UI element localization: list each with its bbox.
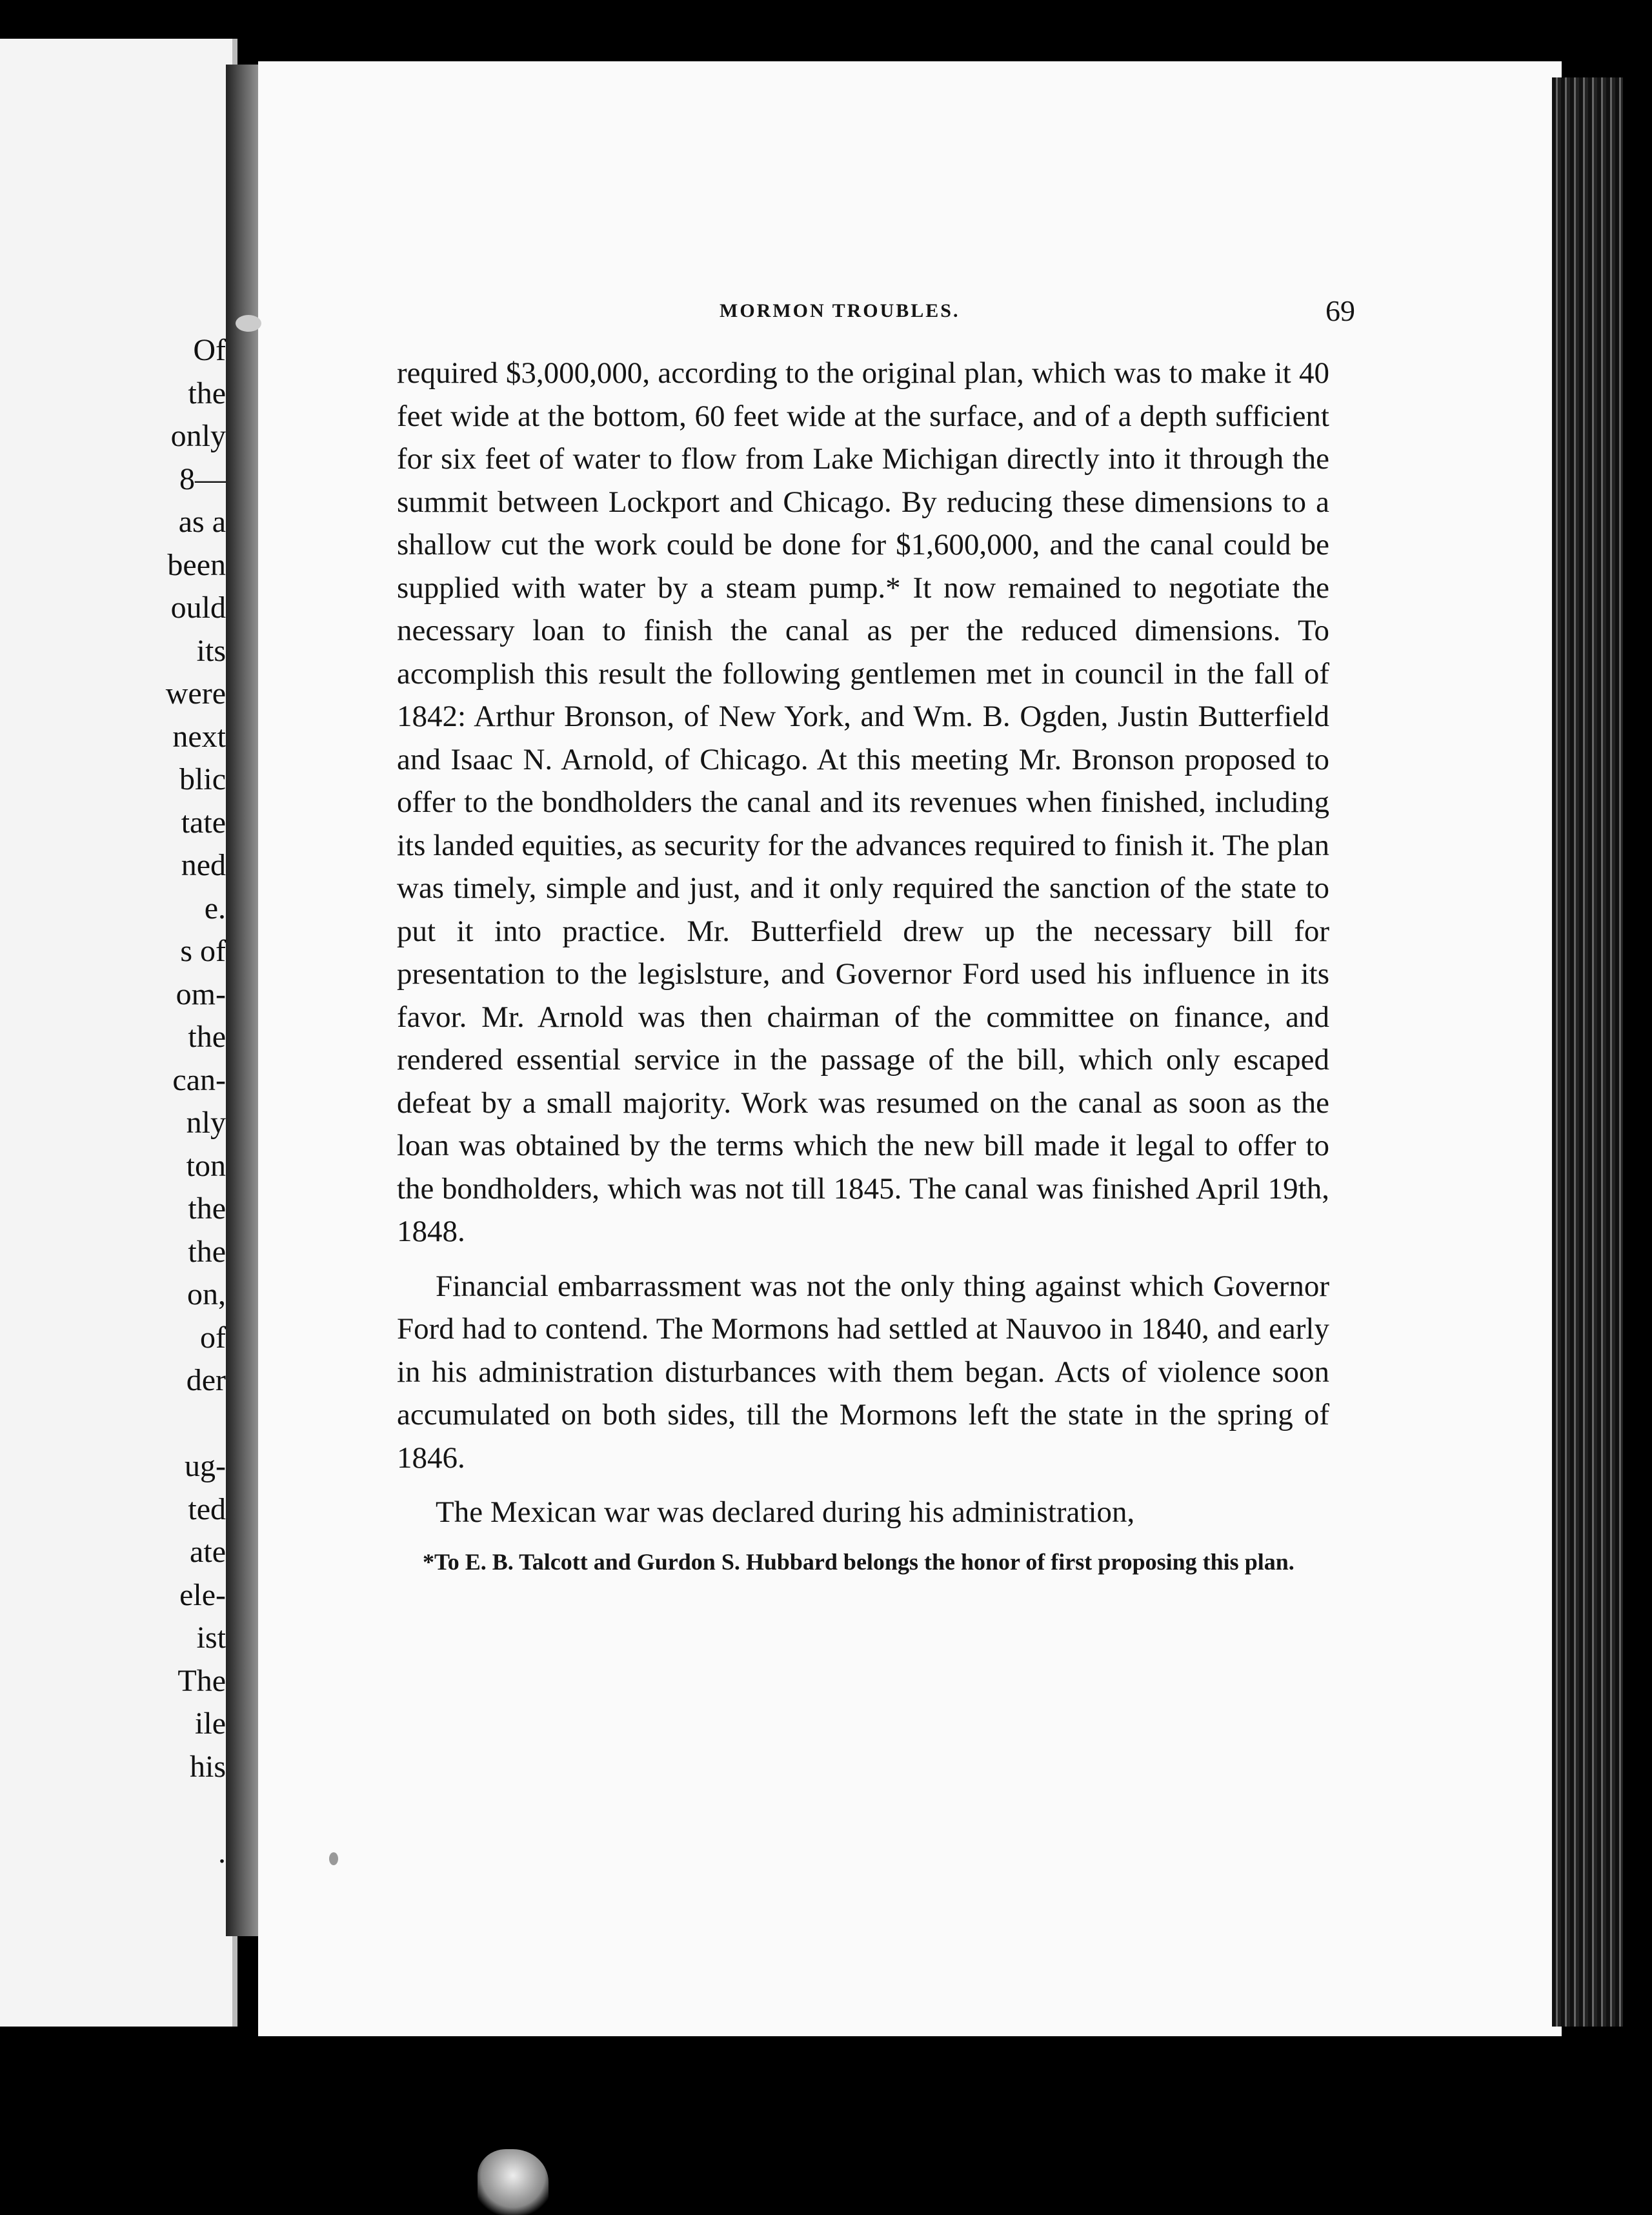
left-page-fragment: der <box>186 1363 226 1397</box>
page-text-block <box>397 294 1355 1600</box>
running-title: MORMON TROUBLES. <box>720 300 960 321</box>
page-number: 69 <box>1325 294 1355 327</box>
left-page-fragment: his <box>189 1749 226 1784</box>
left-page-fragment: The <box>177 1663 226 1698</box>
running-head <box>397 294 1355 352</box>
left-page-fragment: ton <box>186 1148 226 1183</box>
page-edges <box>1552 77 1623 2027</box>
left-page-fragment: ate <box>190 1535 226 1569</box>
paragraph-mormons: Financial embarrassment was not the only thing against which Governor Ford had to contend. The Mormons had settled at Nauvoo in 1840, and early in his administration disturbances with them began. Acts of violence soon accumulated on both sides, till the Mormons left the state in the spring of 1846. <box>397 1269 1329 1475</box>
left-page-fragment: e. <box>204 891 226 925</box>
left-page-fragment: its <box>196 633 226 668</box>
left-page-fragment: ould <box>170 591 226 625</box>
left-page-fragment: the <box>188 1234 226 1269</box>
left-page-fragment: on, <box>187 1277 226 1311</box>
left-page-fragment: blic <box>179 762 226 796</box>
left-page-fragment: ug- <box>185 1449 226 1483</box>
left-page-fragment: can- <box>172 1062 226 1097</box>
left-page-fragment: s of <box>180 934 226 968</box>
paragraph-canal: required $3,000,000, according to the original plan, which was to make it 40 feet wide at the bottom, 60 feet wide at the surface, and of a depth sufficient for six feet of water to flow from Lake Michigan directly into it through the summit between Lockport and Chicago. By reducing these dimensions to a shallow cut the work could be done for $1,600,000, and the canal could be supplied with water by a steam pump.* It now remained to negotiate the necessary loan to finish the canal as per the reduced dimensions. To accomplish this result the following gentlemen met in council in the fall of 1842: Arthur Bronson, of New York, and Wm. B. Ogden, Justin Butterfield and Isaac N. Arnold, of Chicago. At this meeting Mr. Bronson proposed to offer to the bondholders the canal and its revenues when finished, including its landed equities, as security for the advances required to finish it. The plan was timely, simple and just, and it only required the sanction of the state to put it into practice. Mr. Butterfield drew up the necessary bill for presentation to the legislsture, and Governor Ford used his influence in its favor. Mr. Arnold was then chairman of the committee on finance, and rendered essential service in the passage of the bill, which only escaped defeat by a small majority. Work was resumed on the canal as soon as the loan was obtained by the terms which the new bill made it legal to offer to the bondholders, which was not till 1845. The canal was finished April 19th, 1848. <box>397 356 1329 1248</box>
book-gutter <box>226 65 261 1936</box>
left-page-fragment: ele- <box>179 1577 226 1612</box>
left-page-fragment: tate <box>181 805 226 840</box>
left-page-fragment: ted <box>188 1492 226 1526</box>
footnote: *To E. B. Talcott and Gurdon S. Hubbard belongs the honor of first proposing this plan. <box>423 1548 1294 1575</box>
scan-speck <box>236 315 261 332</box>
left-page-fragment: om- <box>176 976 226 1011</box>
left-page-fragment: nly <box>186 1106 226 1140</box>
left-page-fragment: ned <box>181 848 226 882</box>
left-page-fragment: the <box>188 1191 226 1226</box>
scan-speck <box>329 1852 338 1865</box>
left-page-fragment: the <box>188 1020 226 1054</box>
left-page-fragment: next <box>172 719 226 754</box>
left-page-fragment: Of <box>193 333 226 367</box>
left-page-fragment: of <box>200 1320 226 1355</box>
left-page-fragment: were <box>165 676 226 711</box>
left-page <box>0 39 237 2027</box>
left-page-fragment: been <box>167 547 226 582</box>
paragraph-mexican-war: The Mexican war was declared during his administration, <box>436 1495 1135 1529</box>
left-page-fragment: 8— <box>179 461 226 496</box>
left-page-fragment: . <box>218 1835 226 1870</box>
scan-artifact <box>478 2149 549 2215</box>
left-page-fragment: ile <box>195 1706 226 1741</box>
left-page-fragment: ist <box>196 1621 226 1655</box>
left-page-fragment: only <box>170 419 226 453</box>
left-page-fragment: as a <box>178 505 226 539</box>
left-page-fragment: the <box>188 376 226 410</box>
